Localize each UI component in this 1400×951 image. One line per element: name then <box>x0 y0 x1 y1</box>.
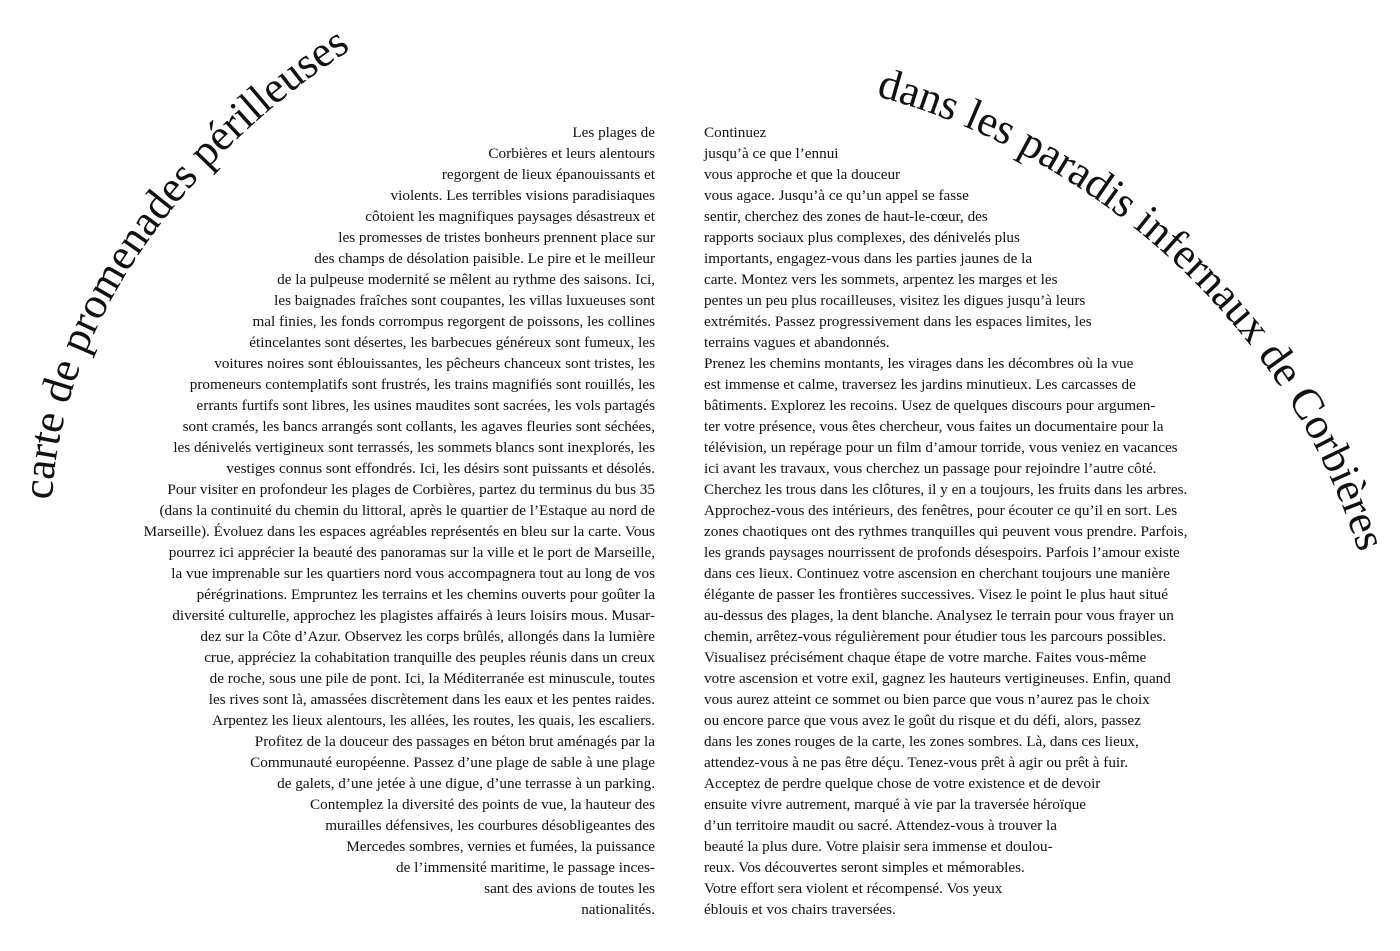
text-line: Pour visiter en profondeur les plages de Corbières, partez du terminus du bus 35 <box>167 481 655 498</box>
text-line: Corbières et leurs alentours <box>488 145 655 162</box>
text-line: sont cramés, les bancs arrangés sont collants, les agaves fleuries sont séchées, <box>182 418 655 435</box>
text-line: nationalités. <box>581 901 655 918</box>
text-line: les baignades fraîches sont coupantes, les villas luxueuses sont <box>274 292 655 309</box>
text-line: carte. Montez vers les sommets, arpentez les marges et les <box>704 271 1058 288</box>
text-line: beauté la plus dure. Votre plaisir sera immense et doulou- <box>704 838 1053 855</box>
text-line: ici avant les travaux, vous cherchez un passage pour rejoindre l’autre côté. <box>704 460 1157 477</box>
text-line: Les plages de <box>572 124 655 141</box>
text-line: errants furtifs sont libres, les usines maudites sont sacrées, les vols partagés <box>196 397 655 414</box>
text-line: promeneurs contemplatifs sont frustrés, les trains magnifiés sont rouillés, les <box>189 376 655 393</box>
text-line: élégante de passer les frontières successives. Visez le point le plus haut situé <box>704 586 1168 603</box>
text-line: murailles défensives, les courbures désobligeantes des <box>325 817 655 834</box>
text-line: importants, engagez-vous dans les parties jaunes de la <box>704 250 1033 267</box>
text-line: dans les zones rouges de la carte, les zones sombres. Là, dans ces lieux, <box>704 733 1139 750</box>
text-line: télévision, un repérage pour un film d’amour torride, vous veniez en vacances <box>704 439 1178 456</box>
text-line: Visualisez précisément chaque étape de votre marche. Faites vous-même <box>704 649 1147 666</box>
text-line: violents. Les terribles visions paradisiaques <box>390 187 655 204</box>
text-line: (dans la continuité du chemin du littoral, après le quartier de l’Estaque au nord de <box>159 502 655 519</box>
text-line: de roche, sous une pile de pont. Ici, la Méditerranée est minuscule, toutes <box>209 670 655 687</box>
text-line: Communauté européenne. Passez d’une plage de sable à une plage <box>250 754 655 771</box>
text-line: la vue imprenable sur les quartiers nord vous accompagnera tout au long de vos <box>171 565 655 582</box>
text-line: vous approche et que la douceur <box>704 166 901 183</box>
text-line: éblouis et vos chairs traversées. <box>704 901 896 918</box>
text-line: pérégrinations. Empruntez les terrains et les chemins ouverts pour goûter la <box>196 586 655 603</box>
text-line: vous agace. Jusqu’à ce qu’un appel se fasse <box>704 187 969 204</box>
text-line: Cherchez les trous dans les clôtures, il y en a toujours, les fruits dans les arbres. <box>704 481 1188 498</box>
text-line: les dénivelés vertigineux sont terrassés, les sommets blancs sont inexplorés, les <box>173 439 655 456</box>
text-line: ensuite vivre autrement, marqué à vie par la traversée héroïque <box>704 796 1087 813</box>
text-line: Acceptez de perdre quelque chose de votre existence et de devoir <box>704 775 1101 792</box>
text-line: de galets, d’une jetée à une digue, d’une terrasse à un parking. <box>277 775 655 792</box>
text-line: crue, appréciez la cohabitation tranquille des peuples réunis dans un creux <box>204 649 655 666</box>
text-line: Votre effort sera violent et récompensé. Vos yeux <box>704 880 1003 897</box>
text-line: dez sur la Côte d’Azur. Observez les corps brûlés, allongés dans la lumière <box>200 628 655 645</box>
text-line: les rives sont là, amassées discrètement dans les eaux et les pentes raides. <box>208 691 655 708</box>
left-title-path: carte de promenades périlleuses <box>12 16 357 501</box>
text-line: dans ces lieux. Continuez votre ascension en cherchant toujours une manière <box>704 565 1171 582</box>
text-line: ou encore parce que vous avez le goût du risque et du défi, alors, passez <box>704 712 1141 729</box>
text-line: Profitez de la douceur des passages en béton brut aménagés par la <box>254 733 655 750</box>
text-line: Approchez-vous des intérieurs, des fenêtres, pour écouter ce qu’il en sort. Les <box>704 502 1178 519</box>
text-line: attendez-vous à ne pas être déçu. Tenez-vous prêt à agir ou prêt à fuir. <box>704 754 1129 771</box>
text-line: de la pulpeuse modernité se mêlent au rythme des saisons. Ici, <box>277 271 655 288</box>
text-line: étincelantes sont désertes, les barbecues généreux sont fumeux, les <box>249 334 655 351</box>
text-line: Prenez les chemins montants, les virages dans les décombres où la vue <box>704 355 1134 372</box>
text-line: pourrez ici apprécier la beauté des panoramas sur la ville et le port de Marseille, <box>168 544 655 561</box>
text-line: votre ascension et votre exil, gagnez les hauteurs vertigineuses. Enfin, quand <box>704 670 1171 687</box>
text-line: est immense et calme, traversez les jardins minutieux. Les carcasses de <box>704 376 1136 393</box>
text-line: rapports sociaux plus complexes, des dénivelés plus <box>704 229 1020 246</box>
text-line: Continuez <box>704 124 767 141</box>
text-line: Mercedes sombres, vernies et fumées, la puissance <box>346 838 655 855</box>
text-line: mal finies, les fonds corrompus regorgent de poissons, les collines <box>252 313 655 330</box>
text-line: Arpentez les lieux alentours, les allées, les routes, les quais, les escaliers. <box>212 712 655 729</box>
text-line: bâtiments. Explorez les recoins. Usez de quelques discours pour argumen- <box>704 397 1156 414</box>
text-line: diversité culturelle, approchez les plagistes affairés à leurs loisirs mous. Musar- <box>172 607 655 624</box>
text-line: côtoient les magnifiques paysages désastreux et <box>365 208 655 225</box>
right-text-column <box>704 122 1187 920</box>
text-line: ter votre présence, vous êtes chercheur, vous faites un documentaire pour la <box>704 418 1164 435</box>
text-line: de l’immensité maritime, le passage inces- <box>396 859 655 876</box>
text-line: des champs de désolation paisible. Le pire et le meilleur <box>314 250 655 267</box>
text-line: zones chaotiques ont des rythmes tranquilles qui peuvent vous prendre. Parfois, <box>704 523 1188 540</box>
text-line: sant des avions de toutes les <box>484 880 655 897</box>
text-line: vestiges connus sont effondrés. Ici, les désirs sont puissants et désolés. <box>226 460 655 477</box>
text-line: vous aurez atteint ce sommet ou bien parce que vous n’aurez pas le choix <box>704 691 1150 708</box>
text-line: regorgent de lieux épanouissants et <box>441 166 655 183</box>
left-text-column <box>144 122 655 920</box>
text-line: Contemplez la diversité des points de vue, la hauteur des <box>310 796 655 813</box>
text-line: les promesses de tristes bonheurs prennent place sur <box>338 229 655 246</box>
text-line: jusqu’à ce que l’ennui <box>704 145 839 162</box>
text-line: voitures noires sont éblouissantes, les pêcheurs chanceux sont tristes, les <box>214 355 655 372</box>
text-line: pentes un peu plus rocailleuses, visitez les digues jusqu’à leurs <box>704 292 1086 309</box>
text-line: d’un territoire maudit ou sacré. Attendez-vous à trouver la <box>704 817 1057 834</box>
text-line: sentir, cherchez des zones de haut-le-cœur, des <box>704 208 988 225</box>
text-line: terrains vagues et abandonnés. <box>704 334 890 351</box>
text-line: reux. Vos découvertes seront simples et mémorables. <box>704 859 1025 876</box>
text-line: Marseille). Évoluez dans les espaces agréables représentés en bleu sur la carte. Vous <box>143 523 655 540</box>
text-line: les grands paysages nourrissent de profonds désespoirs. Parfois l’amour existe <box>704 544 1180 561</box>
text-line: extrémités. Passez progressivement dans les espaces limites, les <box>704 313 1092 330</box>
right-title-path: dans les paradis infernaux de Corbières <box>873 58 1397 556</box>
text-line: au-dessus des plages, la dent blanche. Analysez le terrain pour vous frayer un <box>704 607 1174 624</box>
text-line: chemin, arrêtez-vous régulièrement pour étudier tous les parcours possibles. <box>704 628 1167 645</box>
